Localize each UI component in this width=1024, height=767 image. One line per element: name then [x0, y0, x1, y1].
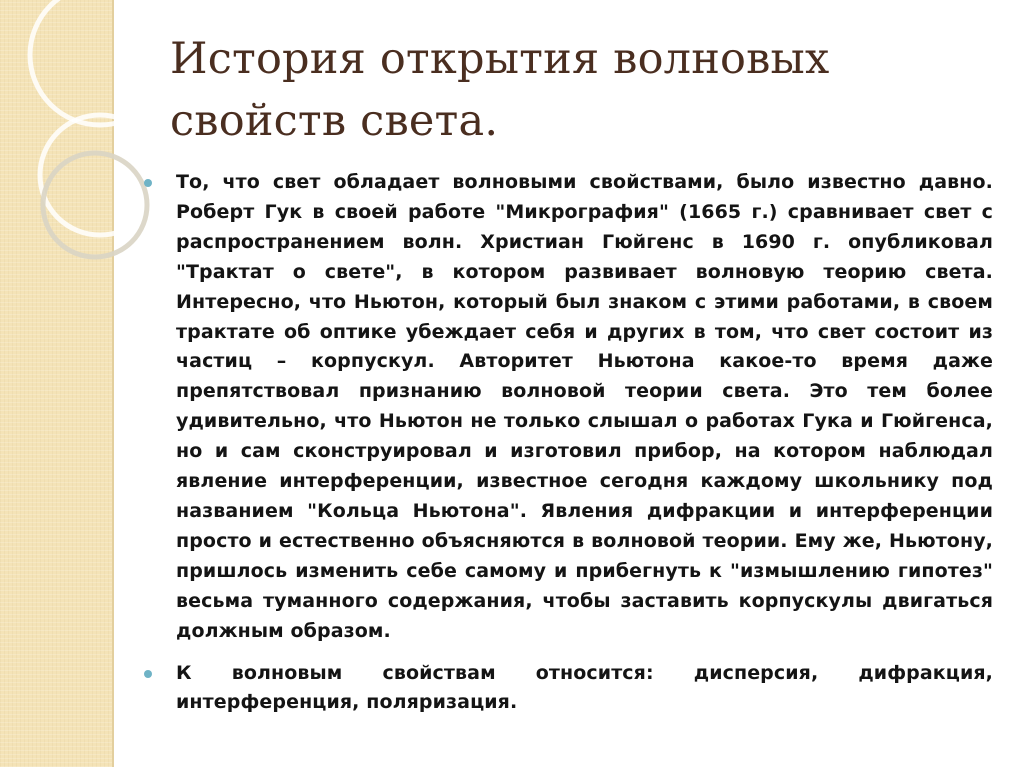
bullet-paragraph-history — [141, 168, 993, 647]
bullet-paragraph-properties — [141, 659, 993, 719]
slide-title: История открытия волновых свойств света. — [170, 34, 830, 146]
bullet-text: То, что свет обладает волновыми свойствами, было известно давно. Роберт Гук в своей работе "Микрография" (1665 г.) сравнивает свет с распространением волн. Христиан Гюйгенс в 1690 г. опубликовал "Трактат о свете", в котором развивает волновую теорию света. Интересно, что Ньютон, который был знаком с этими работами, в своем трактате об оптике убеждает себя и других в том, что свет состоит из частиц – корпускул. Авторитет Ньютона какое-то время даже препятствовал признанию волновой теории света. Это тем более удивительно, что Ньютон не только слышал о работах Гука и Гюйгенса, но и сам сконструировал и изготовил прибор, на котором наблюдал явление интерференции, известное сегодня каждому школьнику под названием "Кольца Ньютона". Явления дифракции и интерференции просто и естественно объясняются в волновой теории. Ему же, Ньютону, пришлось изменить себе самому и прибегнуть к "измышлению гипотез" весьма туманного содержания, чтобы заставить корпускулы двигаться должным образом. — [176, 171, 993, 642]
bullet-dot-icon — [144, 670, 152, 678]
bullet-dot-icon — [144, 179, 152, 187]
slide-content — [141, 168, 993, 718]
bullet-text: К волновым свойствам относится: дисперсия, дифракция, интерференция, поляризация. — [176, 661, 993, 714]
